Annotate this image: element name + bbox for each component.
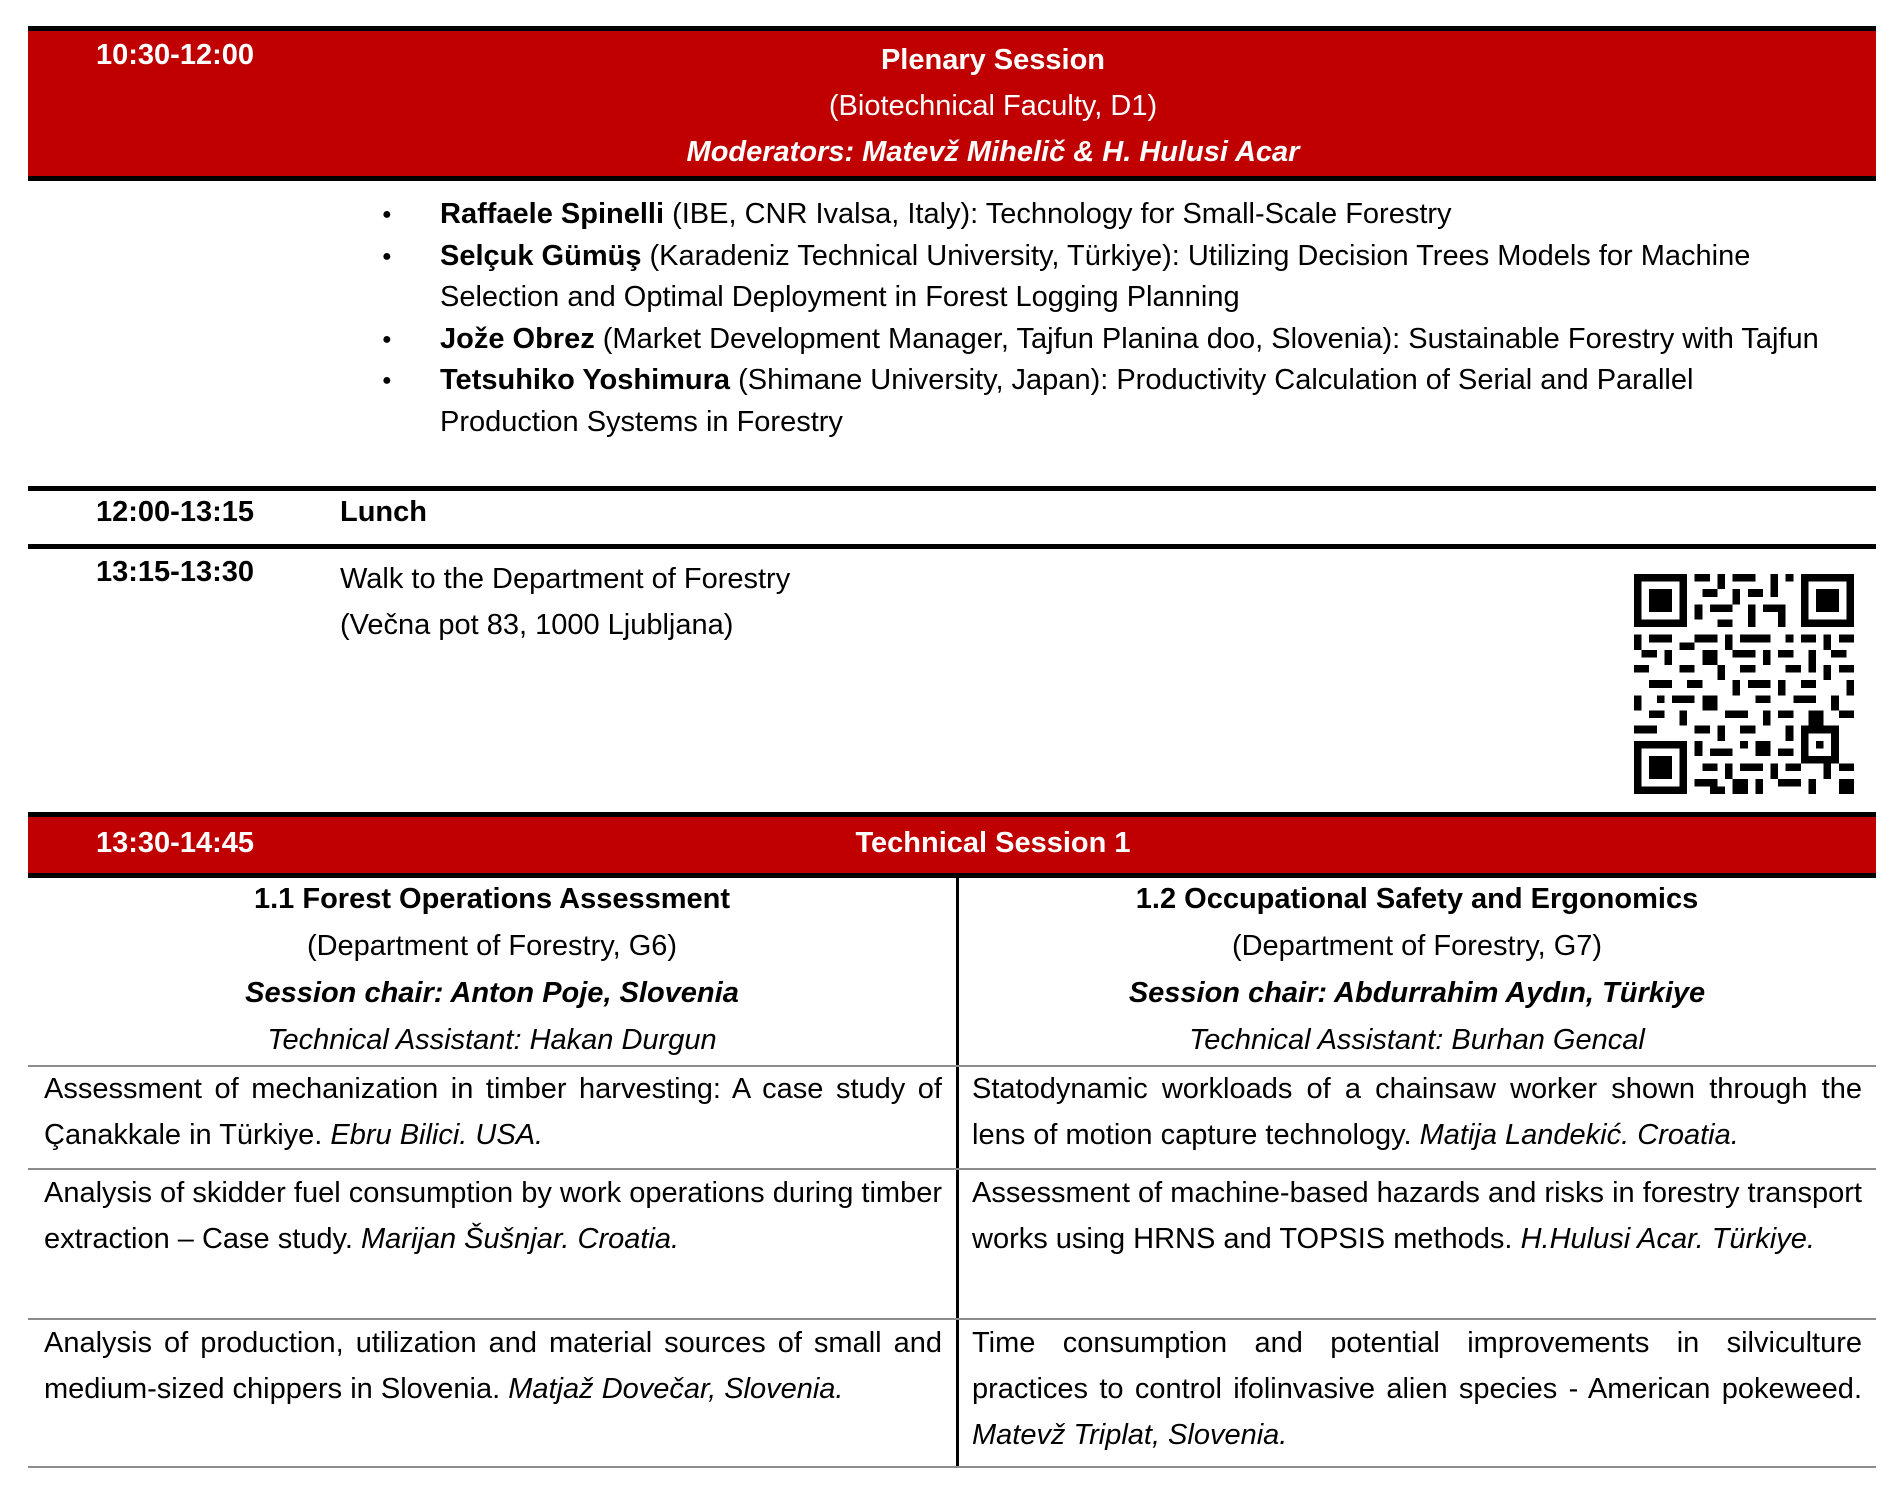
paper-title: Statodynamic workloads of a chainsaw worker shown through the lens of motion capture technology. [972,1073,1862,1151]
paper-author: Marijan Šušnjar. Croatia. [361,1223,680,1255]
plenary-location: (Biotechnical Faculty, D1) [828,90,1158,122]
list-item [382,236,1830,319]
speaker-talk: (Market Development Manager, Tajfun Planina doo, Slovenia): Sustainable Forestry with Tajfun [594,322,1819,355]
lunch-label: Lunch [340,496,427,528]
paper-title: Time consumption and potential improvements in silviculture practices to control ifolinvasive alien species - American pokeweed. [972,1327,1862,1405]
list-item [382,360,1830,443]
column-divider [956,878,959,1468]
paper-1-1-2 [44,1170,942,1262]
paper-title: Assessment of mechanization in timber harvesting: A case study of Çanakkale in Türkiye. [44,1073,942,1151]
paper-1-2-3 [972,1320,1862,1458]
walk-line-1: Walk to the Department of Forestry [340,563,791,595]
paper-title: Analysis of production, utilization and material sources of small and medium-sized chippers in Slovenia. [44,1327,942,1405]
paper-author: Matevž Triplat, Slovenia. [972,1419,1288,1451]
speaker-name: Selçuk Gümüş [440,239,642,272]
technical-title: Technical Session 1 [855,827,1131,859]
speaker-talk: (Shimane University, Japan): Productivity Calculation of Serial and Parallel Production Systems in Forestry [440,364,1694,438]
plenary-header-text [260,37,1726,175]
row-separator [28,1466,1876,1468]
paper-author: Ebru Bilici. USA. [330,1119,544,1151]
session-1-1-header [28,876,956,1064]
session-1-1-location: (Department of Forestry, G6) [306,930,678,962]
session-1-2-chair: Session chair: Abdurrahim Aydın, Türkiye [1128,977,1706,1009]
paper-1-2-2 [972,1170,1862,1262]
lunch-bottom-rule [28,544,1876,549]
list-item [382,194,1830,236]
speaker-name: Jože Obrez [440,322,595,355]
walk-time: 13:15-13:30 [96,556,254,588]
plenary-speaker-list [382,194,1830,443]
plenary-header-band [28,31,1876,176]
walk-text [340,556,790,648]
session-1-1-title: 1.1 Forest Operations Assessment [254,883,730,915]
session-1-1-assistant: Technical Assistant: Hakan Durgun [267,1024,717,1056]
paper-author: H.Hulusi Acar. Türkiye. [1520,1223,1815,1255]
qr-code-icon [1634,574,1854,794]
session-1-2-header [960,876,1874,1064]
paper-author: Matjaž Dovečar, Slovenia. [508,1373,844,1405]
list-item [382,319,1830,361]
speaker-talk: (IBE, CNR Ivalsa, Italy): Technology for Small-Scale Forestry [664,198,1452,230]
speaker-talk: (Karadeniz Technical University, Türkiye): Utilizing Decision Trees Models for Machine Selection and Optimal Deployment in Forest Logging Planning [440,239,1751,313]
plenary-time: 10:30-12:00 [96,39,254,71]
technical-header-band [28,817,1876,873]
speaker-name: Raffaele Spinelli [440,198,665,230]
paper-1-1-1 [44,1066,942,1158]
paper-title: Analysis of skidder fuel consumption by work operations during timber extraction – Case study. [44,1177,942,1255]
session-1-2-assistant: Technical Assistant: Burhan Gencal [1189,1024,1645,1056]
session-1-2-title: 1.2 Occupational Safety and Ergonomics [1135,883,1699,915]
plenary-title: Plenary Session [880,44,1106,76]
plenary-rule [28,176,1876,181]
paper-title: Assessment of machine-based hazards and risks in forestry transport works using HRNS and TOPSIS methods. [972,1177,1862,1255]
speaker-name: Tetsuhiko Yoshimura [440,364,731,396]
paper-1-2-1 [972,1066,1862,1158]
plenary-moderators: Moderators: Matevž Mihelič & H. Hulusi Acar [686,136,1300,168]
lunch-top-rule [28,486,1876,491]
session-1-2-location: (Department of Forestry, G7) [1231,930,1603,962]
session-1-1-chair: Session chair: Anton Poje, Slovenia [245,977,739,1009]
paper-1-1-3 [44,1320,942,1412]
technical-time: 13:30-14:45 [96,827,254,859]
walk-line-2: (Večna pot 83, 1000 Ljubljana) [340,609,734,641]
paper-author: Matija Landekić. Croatia. [1419,1119,1739,1151]
lunch-time: 12:00-13:15 [96,496,254,528]
